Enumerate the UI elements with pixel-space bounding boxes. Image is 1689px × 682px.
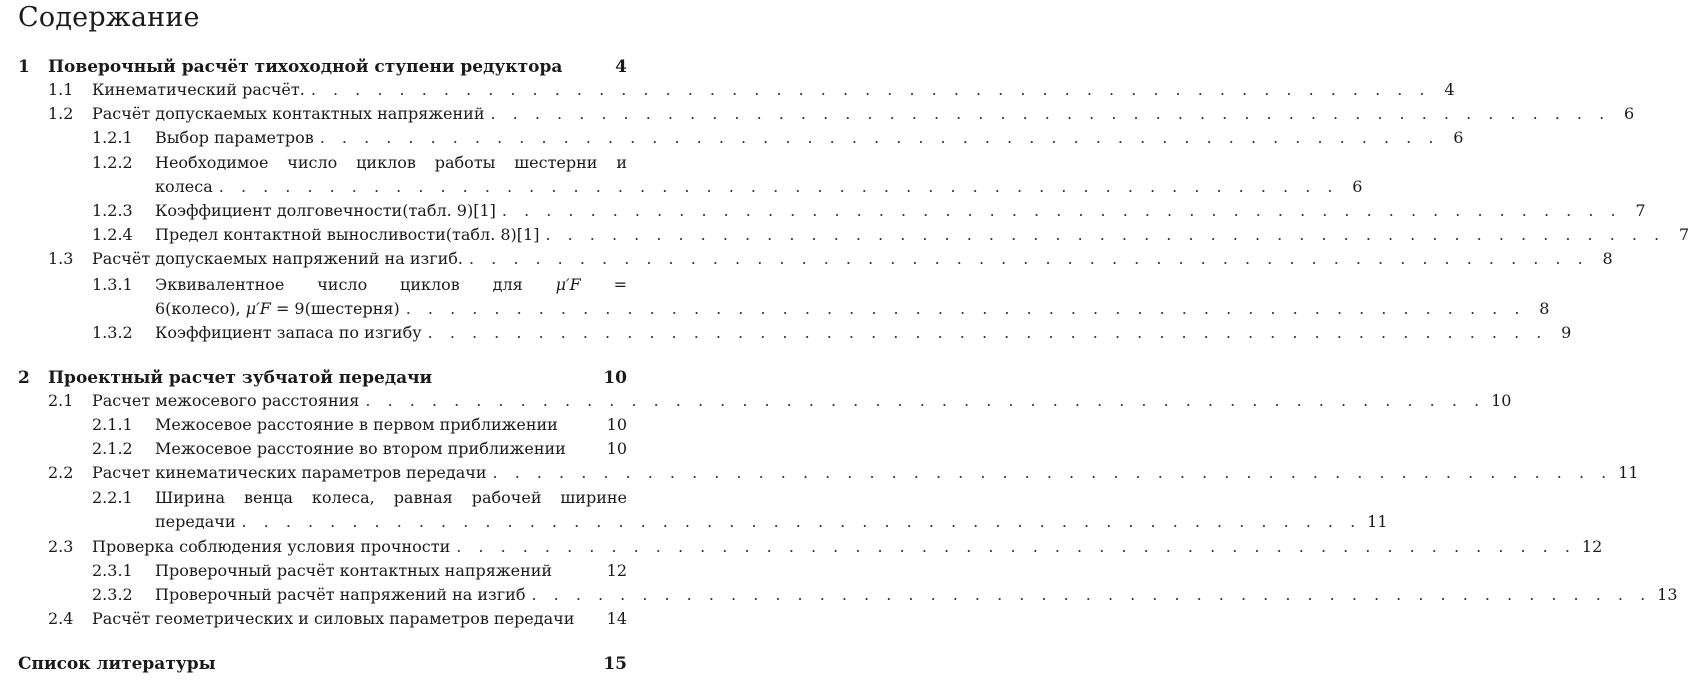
dot-leader: . . . . . . . . . . . . . . . . . . . . . . . . . . . . . . . . . . . . . . . . . . . . . . . . . . . bbox=[310, 80, 1431, 99]
section-number: 1.1 bbox=[48, 80, 74, 99]
section-number: 1.2.3 bbox=[92, 201, 133, 220]
section-title: Расчет межосевого расстояния bbox=[92, 391, 360, 410]
dot-leader: . . . . . . . . . . . . . . . . . . . . . . . . . . . . . . . . . . . . . . . . . . . . . . . . . . . bbox=[218, 177, 1339, 196]
section-title: Кинематический расчёт. bbox=[92, 80, 305, 99]
dot-leader: . . . . . . . . . . . . . . . . . . . . . . . . . . . . . . . . . . . . . . . . . . . . . . . . . . . bbox=[545, 225, 1666, 244]
section-number: 2.2 bbox=[48, 463, 74, 482]
toc-entry-1-3[interactable] bbox=[0, 247, 1613, 271]
section-title-line-1 bbox=[155, 273, 627, 297]
toc-entry-2-3-1[interactable] bbox=[0, 559, 649, 583]
toc-entry-2-3[interactable] bbox=[0, 535, 1603, 559]
page-number: 8 bbox=[1539, 299, 1550, 318]
toc-entry-2-1-1[interactable] bbox=[0, 413, 649, 437]
page-number: 14 bbox=[606, 609, 627, 628]
section-title: Межосевое расстояние во втором приближении bbox=[155, 439, 566, 458]
toc-entry-bibliography[interactable] bbox=[0, 652, 649, 676]
section-title: Расчёт геометрических и силовых параметров передачи bbox=[92, 609, 575, 628]
math-mu-f: μ′F bbox=[245, 299, 271, 318]
section-title: Выбор параметров bbox=[155, 128, 314, 147]
section-number: 2.1 bbox=[48, 391, 74, 410]
page-number: 4 bbox=[615, 57, 627, 77]
section-number: 2.4 bbox=[48, 609, 74, 628]
dot-leader: . . . . . . . . . . . . . . . . . . . . . . . . . . . . . . . . . . . . . . . . . . . . . . . . . . . bbox=[405, 299, 1526, 318]
dot-leader: . . . . . . . . . . . . . . . . . . . . . . . . . . . . . . . . . . . . . . . . . . . . . . . . . . . bbox=[456, 537, 1576, 556]
page-number: 8 bbox=[1602, 249, 1613, 268]
page-number: 12 bbox=[1581, 537, 1603, 556]
page-number: 7 bbox=[1678, 225, 1689, 244]
page-number: 6 bbox=[1624, 104, 1635, 123]
section-title: Расчёт допускаемых напряжений на изгиб. bbox=[92, 249, 463, 268]
dot-leader: . . . . . . . . . . . . . . . . . . . . . . . . . . . . . . . . . . . . . . . . . . . . . . . . . . . bbox=[319, 128, 1440, 147]
toc-entry-2-3-2[interactable] bbox=[0, 583, 1678, 607]
section-number: 1.2 bbox=[48, 104, 74, 123]
section-number: 2.1.2 bbox=[92, 439, 133, 458]
page-number: 10 bbox=[1491, 391, 1512, 410]
toc-entry-1-3-1[interactable] bbox=[0, 273, 649, 297]
section-number: 2 bbox=[18, 368, 30, 388]
toc-entry-1-2-1[interactable] bbox=[0, 126, 1464, 150]
section-number: 1.2.4 bbox=[92, 225, 133, 244]
section-title: Коэффициент долговечности(табл. 9)[1] bbox=[155, 201, 496, 220]
page-number: 10 bbox=[603, 368, 627, 388]
section-title: Проверочный расчёт напряжений на изгиб bbox=[155, 585, 526, 604]
page-number: 4 bbox=[1444, 80, 1455, 99]
dot-leader: . . . . . . . . . . . . . . . . . . . . . . . . . . . . . . . . . . . . . . . . . . . . . . . . . . . bbox=[468, 249, 1589, 268]
dot-leader: . . . . . . . . . . . . . . . . . . . . . . . . . . . . . . . . . . . . . . . . . . . . . . . . . . . bbox=[531, 585, 1652, 604]
section-number: 2.2.1 bbox=[92, 488, 133, 507]
page-number: 7 bbox=[1635, 201, 1646, 220]
page-number: 11 bbox=[1367, 512, 1388, 531]
page-number: 13 bbox=[1657, 585, 1678, 604]
section-number: 1.2.2 bbox=[92, 153, 133, 172]
toc-entry-2-4[interactable] bbox=[0, 607, 649, 631]
page-number: 6 bbox=[1352, 177, 1363, 196]
title-text: = 9(шестерня) bbox=[275, 299, 400, 318]
section-number: 1.2.1 bbox=[92, 128, 133, 147]
section-number: 1.3.1 bbox=[92, 275, 133, 294]
page-number: 9 bbox=[1561, 323, 1572, 342]
page-number: 15 bbox=[603, 654, 627, 674]
section-title: Предел контактной выносливости(табл. 8)[1] bbox=[155, 225, 540, 244]
page-number: 11 bbox=[1618, 463, 1639, 482]
toc-entry-2-1[interactable] bbox=[0, 389, 1512, 413]
section-title-line-2: колеса bbox=[155, 177, 213, 196]
section-title: Проверочный расчёт контактных напряжений bbox=[155, 561, 553, 580]
section-number: 1.3 bbox=[48, 249, 74, 268]
section-number: 2.3.1 bbox=[92, 561, 133, 580]
section-title: Поверочный расчёт тихоходной ступени редуктора bbox=[48, 57, 563, 77]
section-title-line-1: Ширина венца колеса, равная рабочей ширине bbox=[155, 488, 627, 507]
toc-entry-1-1[interactable] bbox=[0, 78, 1455, 102]
dot-leader: . . . . . . . . . . . . . . . . . . . . . . . . . . . . . . . . . . . . . . . . . . . . . . . . . . . bbox=[501, 201, 1622, 220]
page-number: 12 bbox=[606, 561, 627, 580]
toc-entry-1-3-2[interactable] bbox=[0, 321, 1572, 345]
section-title-line-2 bbox=[155, 297, 400, 321]
section-title: Коэффициент запаса по изгибу bbox=[155, 323, 422, 342]
toc-entry-2[interactable] bbox=[0, 366, 649, 390]
dot-leader: . . . . . . . . . . . . . . . . . . . . . . . . . . . . . . . . . . . . . . . . . . . . . . . . . . . bbox=[365, 391, 1486, 410]
title-text: 6(колесо), bbox=[155, 299, 241, 318]
toc-entry-1-3-1-cont[interactable] bbox=[0, 297, 1550, 321]
toc-entry-1[interactable] bbox=[0, 55, 649, 79]
dot-leader: . . . . . . . . . . . . . . . . . . . . . . . . . . . . . . . . . . . . . . . . . . . . . . . . . . . bbox=[492, 463, 1613, 482]
page-number: 10 bbox=[606, 439, 627, 458]
section-title: Проектный расчет зубчатой передачи bbox=[48, 368, 433, 388]
page-title: Содержание bbox=[18, 2, 200, 33]
section-title: Список литературы bbox=[18, 654, 216, 674]
section-number: 1 bbox=[18, 57, 30, 77]
dot-leader: . . . . . . . . . . . . . . . . . . . . . . . . . . . . . . . . . . . . . . . . . . . . . . . . . . . bbox=[490, 104, 1611, 123]
toc-entry-2-2-1-cont[interactable] bbox=[0, 510, 1388, 534]
toc-entry-1-2-3[interactable] bbox=[0, 199, 1646, 223]
section-title: Межосевое расстояние в первом приближении bbox=[155, 415, 558, 434]
toc-entry-1-2-2-cont[interactable] bbox=[0, 175, 1363, 199]
dot-leader: . . . . . . . . . . . . . . . . . . . . . . . . . . . . . . . . . . . . . . . . . . . . . . . . . . . bbox=[427, 323, 1548, 342]
dot-leader: . . . . . . . . . . . . . . . . . . . . . . . . . . . . . . . . . . . . . . . . . . . . . . . . . . . bbox=[241, 512, 1362, 531]
section-number: 2.1.1 bbox=[92, 415, 133, 434]
section-title-line-2: передачи bbox=[155, 512, 236, 531]
toc-entry-1-2-2[interactable] bbox=[0, 151, 649, 175]
section-title: Расчет кинематических параметров передачи bbox=[92, 463, 487, 482]
toc-entry-1-2-4[interactable] bbox=[0, 223, 1689, 247]
math-mu-f: μ′F bbox=[555, 275, 581, 294]
section-title: Проверка соблюдения условия прочности bbox=[92, 537, 451, 556]
equals-sign: = bbox=[613, 275, 627, 294]
section-number: 1.3.2 bbox=[92, 323, 133, 342]
toc-entry-2-1-2[interactable] bbox=[0, 437, 649, 461]
section-title-line-1: Необходимое число циклов работы шестерни и bbox=[155, 153, 627, 172]
page-number: 6 bbox=[1453, 128, 1464, 147]
title-text: Эквивалентное число циклов для bbox=[155, 275, 523, 294]
section-number: 2.3 bbox=[48, 537, 74, 556]
section-title: Расчёт допускаемых контактных напряжений bbox=[92, 104, 485, 123]
toc-entry-1-2[interactable] bbox=[0, 102, 1635, 126]
toc-entry-2-2[interactable] bbox=[0, 461, 1639, 485]
page-number: 10 bbox=[606, 415, 627, 434]
toc-entry-2-2-1[interactable] bbox=[0, 486, 649, 510]
section-number: 2.3.2 bbox=[92, 585, 133, 604]
